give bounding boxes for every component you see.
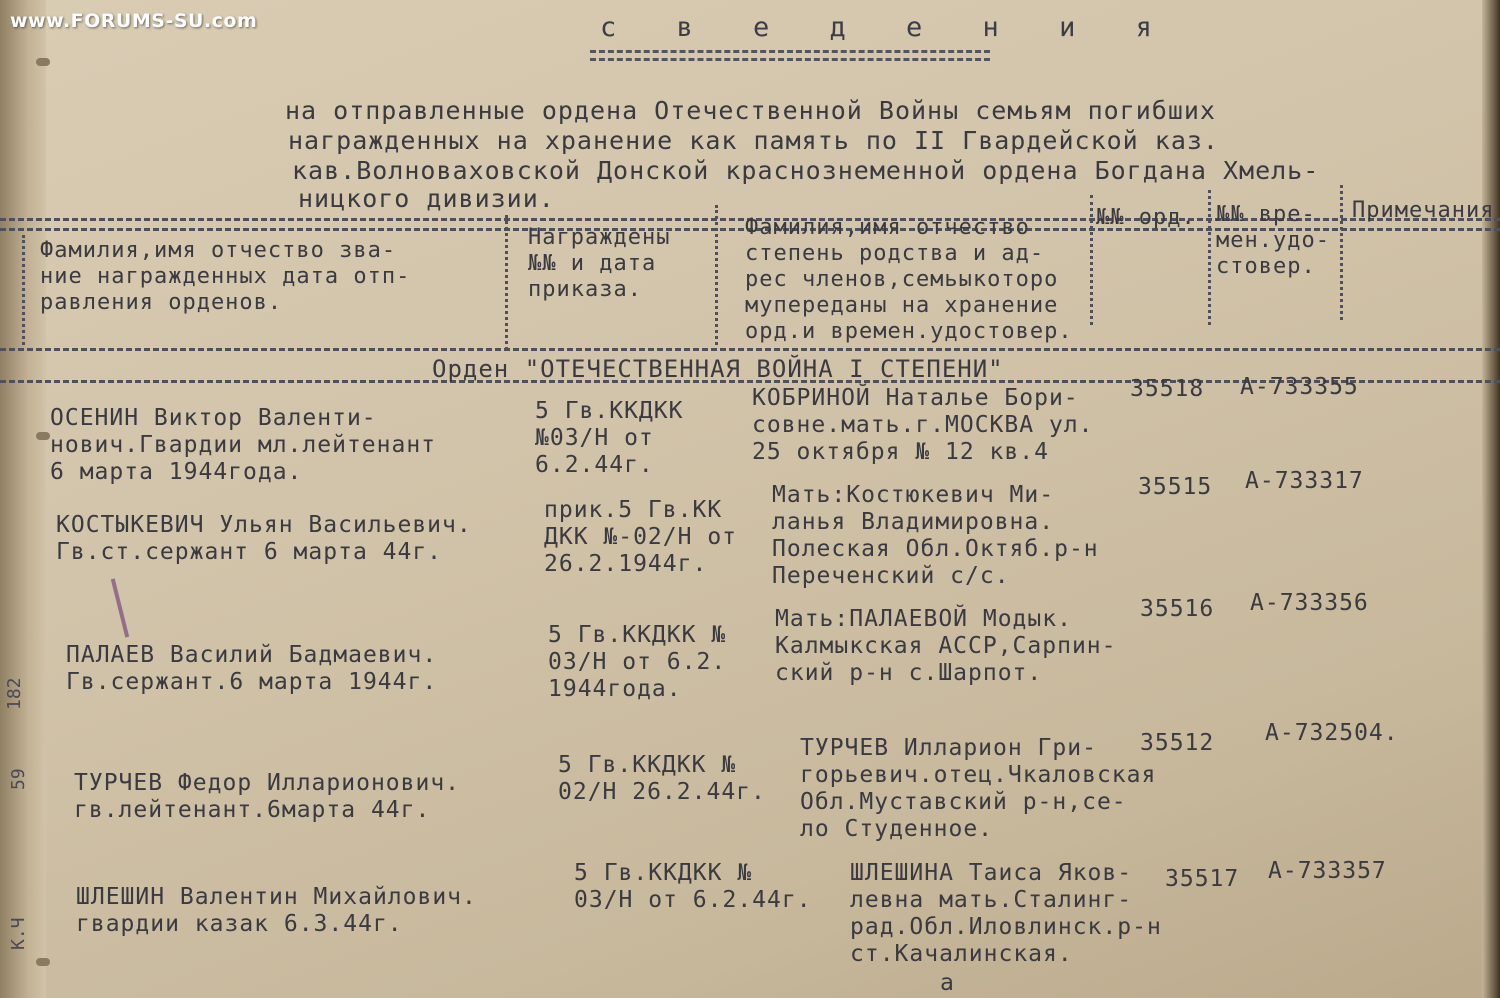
column-header-notes (1352, 198, 1494, 224)
awardee-cell (76, 884, 477, 938)
cell-line: нович.Гвардии мл.лейтенант (50, 432, 437, 458)
cell-line: 03/Н от 6.2.44г. (574, 887, 812, 913)
header-line: приказа. (528, 277, 642, 302)
cell-line: ст.Качалинская. (850, 941, 1073, 967)
column-header-order-no (1096, 205, 1196, 231)
family-cell (800, 735, 1156, 843)
awardee-cell (74, 770, 460, 824)
order-number: 35515 (1138, 474, 1213, 500)
family-cell (772, 482, 1099, 590)
order-cell (535, 398, 683, 479)
cell-line: Переченский с/с. (772, 563, 1010, 589)
column-header-cert-no (1216, 202, 1330, 280)
section-heading: Орден "ОТЕЧЕСТВЕННАЯ ВОЙНА I СТЕПЕНИ" (432, 355, 1004, 383)
header-line: Примечания (1352, 198, 1495, 223)
cell-line: 5 Гв.ККДКК № (548, 622, 727, 648)
column-divider (1340, 185, 1343, 320)
intro-line: на отправленные ордена Отечественной Войны семьям погибших (285, 96, 1216, 125)
intro-line: ницкого дивизии. (298, 184, 555, 213)
cell-line: КОБРИНОЙ Наталье Бори- (752, 385, 1079, 411)
certificate-number: А-733356 (1250, 590, 1369, 616)
family-cell (775, 606, 1117, 687)
watermark: www.FORUMS-SU.com (10, 10, 258, 32)
binding-hole (36, 432, 50, 440)
order-number: 35512 (1140, 730, 1215, 756)
title-underline (590, 50, 990, 53)
binding-hole (36, 958, 50, 966)
awardee-cell (56, 512, 472, 566)
family-cell (850, 860, 1162, 968)
order-cell (548, 622, 726, 703)
cell-line: гв.лейтенант.6марта 44г. (74, 797, 431, 823)
binding-spine (0, 0, 46, 998)
cell-line: Мать:Костюкевич Ми- (772, 482, 1055, 508)
cell-line: 03/Н от 6.2. (548, 649, 727, 675)
header-line: равления орденов. (40, 290, 283, 315)
column-header-order (528, 225, 670, 303)
header-line: орд.и времен.удостовер. (745, 319, 1073, 344)
header-line: мен.удо- (1216, 228, 1330, 253)
header-line: №№ вре- (1216, 202, 1316, 227)
awardee-cell (66, 642, 437, 696)
cell-line: ДКК №-02/Н от (544, 524, 738, 550)
header-line: №№ и дата (528, 251, 657, 276)
column-divider (22, 235, 25, 345)
cell-line: Калмыкская АССР,Сарпин- (775, 633, 1117, 659)
cell-line: 5 Гв.ККДКК № (558, 752, 737, 778)
margin-note: 182 (4, 677, 25, 710)
header-bottom-rule (0, 348, 1500, 351)
awardee-cell (50, 405, 436, 486)
cell-line: 1944года. (548, 676, 682, 702)
order-number: 35516 (1140, 596, 1215, 622)
order-cell (544, 497, 737, 578)
header-line: Фамилия,имя отчество зва- (40, 238, 397, 263)
header-line: мупереданы на хранение (745, 293, 1059, 318)
cell-line: ПАЛАЕВ Василий Бадмаевич. (66, 642, 438, 668)
cell-line: ОСЕНИН Виктор Валенти- (50, 405, 377, 431)
header-line: Фамилия,имя отчество (745, 215, 1030, 240)
certificate-number: А-733357 (1268, 858, 1387, 884)
cell-line: 25 октября № 12 кв.4 (752, 439, 1049, 465)
ink-mark (111, 578, 129, 637)
cell-line: 5 Гв.ККДКК (535, 398, 684, 424)
cell-line: гвардии казак 6.3.44г. (76, 911, 403, 937)
header-line: степень родства и ад- (745, 241, 1045, 266)
cell-line: рад.Обл.Иловлинск.р-н (850, 914, 1162, 940)
order-cell (574, 860, 812, 914)
binding-hole (36, 58, 50, 66)
cell-line: 5 Гв.ККДКК № (574, 860, 753, 886)
intro-line: кав.Волноваховской Донской краснознеменной ордена Богдана Хмель- (292, 156, 1320, 185)
column-divider (715, 205, 718, 345)
margin-note: К.Ч (8, 917, 29, 950)
cell-line: левна мать.Сталинг- (850, 887, 1133, 913)
cell-line: Гв.сержант.6 марта 1944г. (66, 669, 438, 695)
cell-line: Гв.ст.сержант 6 марта 44г. (56, 539, 443, 565)
certificate-number: А-732504. (1265, 720, 1399, 746)
order-number: 35518 (1130, 376, 1205, 402)
footer-fragment: а (940, 970, 955, 996)
cell-line: ский р-н с.Шарпот. (775, 660, 1043, 686)
margin-note: 59 (8, 768, 29, 790)
cell-line: Полеская Обл.Октяб.р-н (772, 536, 1099, 562)
cell-line: ШЛЕШИНА Таиса Яков- (850, 860, 1133, 886)
cell-line: ТУРЧЕВ Федор Илларионович. (74, 770, 461, 796)
cell-line: ло Студенное. (800, 816, 994, 842)
certificate-number: А-733317 (1245, 468, 1364, 494)
cell-line: ТУРЧЕВ Илларион Гри- (800, 735, 1097, 761)
cell-line: ланья Владимировна. (772, 509, 1055, 535)
order-cell (558, 752, 766, 806)
cell-line: Обл.Муставский р-н,се- (800, 789, 1127, 815)
cell-line: 02/Н 26.2.44г. (558, 779, 766, 805)
cell-line: горьевич.отец.Чкаловская (800, 762, 1157, 788)
column-divider (505, 215, 508, 350)
column-divider (1208, 190, 1211, 325)
cell-line: прик.5 Гв.КК (544, 497, 723, 523)
cell-line: КОСТЫКЕВИЧ Ульян Васильевич. (56, 512, 472, 538)
family-cell (752, 385, 1094, 466)
cell-line: 6 марта 1944года. (50, 459, 303, 485)
document-title: с в е д е н и я (600, 12, 1174, 43)
cell-line: 26.2.1944г. (544, 551, 708, 577)
cell-line: совне.мать.г.МОСКВА ул. (752, 412, 1094, 438)
header-line: стовер. (1216, 254, 1316, 279)
column-divider (1090, 195, 1093, 325)
column-header-awardee (40, 238, 410, 316)
header-line: рес членов,семьыкоторо (745, 267, 1059, 292)
cell-line: №03/Н от (535, 425, 654, 451)
header-line: №№ орд. (1096, 205, 1196, 230)
header-line: Награждены (528, 225, 671, 250)
page-edge-shadow (1482, 0, 1500, 998)
order-number: 35517 (1165, 866, 1240, 892)
certificate-number: А-733355 (1240, 374, 1359, 400)
title-underline (590, 58, 990, 61)
intro-line: награжденных на хранение как память по II Гвардейской каз. (288, 126, 1219, 155)
cell-line: Мать:ПАЛАЕВОЙ Модык. (775, 606, 1072, 632)
header-line: ние награжденных дата отп- (40, 264, 411, 289)
cell-line: ШЛЕШИН Валентин Михайлович. (76, 884, 477, 910)
column-header-family (745, 215, 1073, 345)
cell-line: 6.2.44г. (535, 452, 654, 478)
